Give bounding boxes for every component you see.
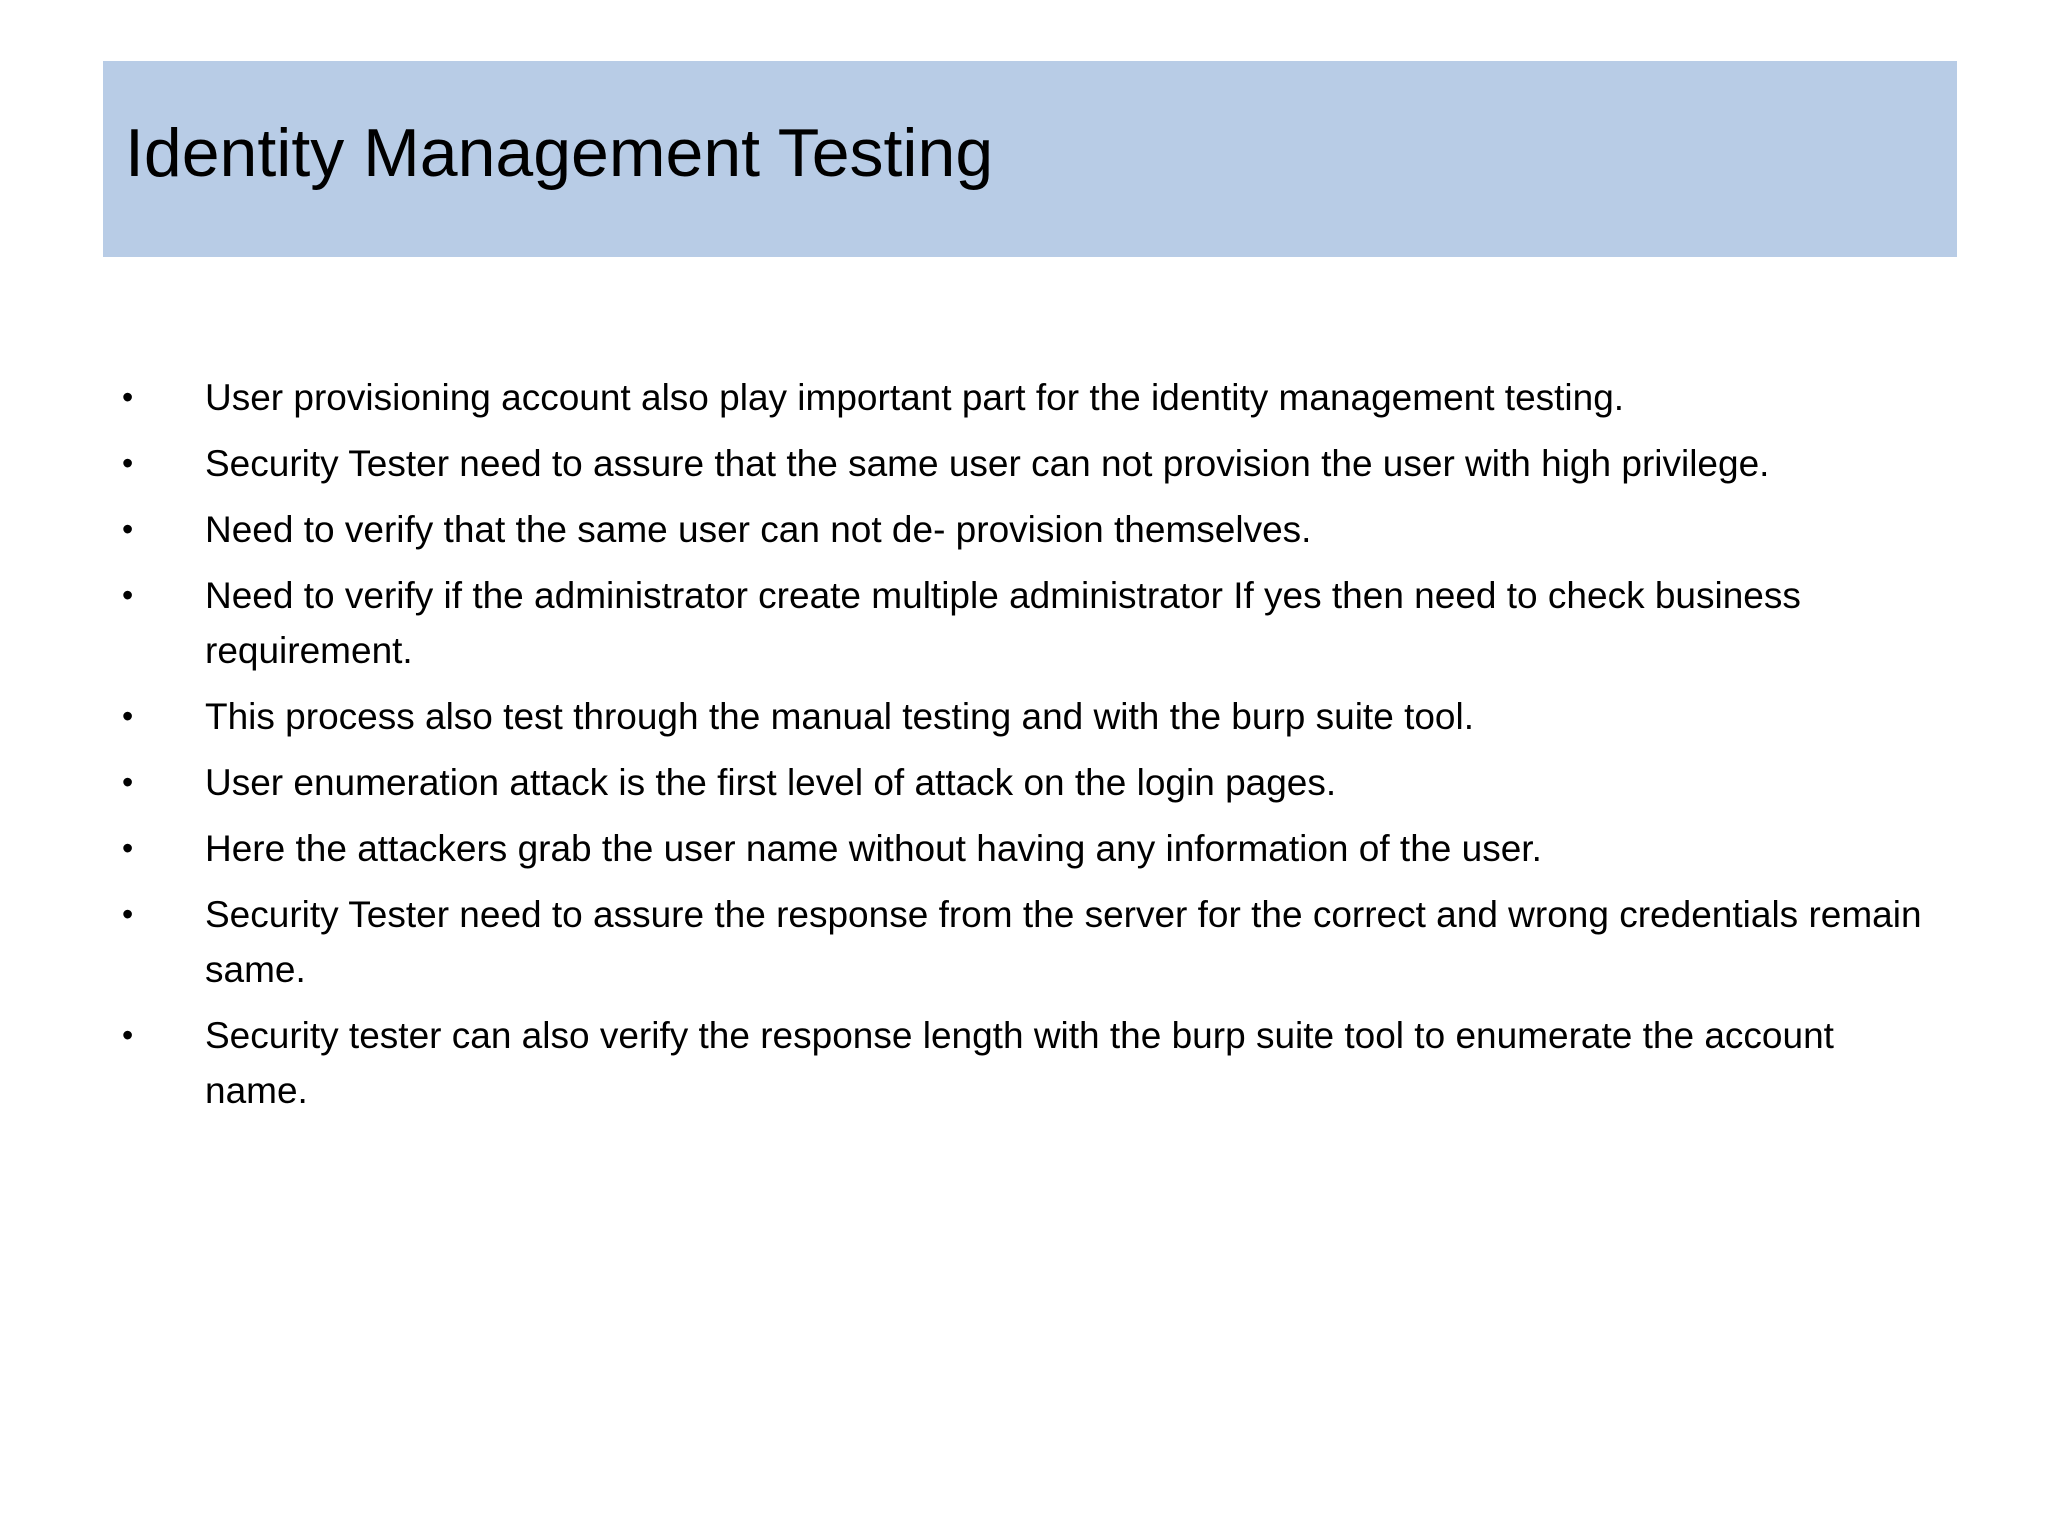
bullet-text: Security Tester need to assure the response from the server for the correct and wrong credentials remain same.: [205, 894, 1922, 990]
bullet-icon: •: [122, 764, 134, 800]
bullet-item: [118, 821, 1938, 876]
bullet-icon: •: [122, 830, 134, 866]
bullet-text: Security tester can also verify the response length with the burp suite tool to enumerate the account name.: [205, 1015, 1834, 1111]
slide-title: Identity Management Testing: [125, 115, 994, 191]
bullet-item: [118, 755, 1938, 810]
bullet-icon: •: [122, 1017, 134, 1053]
bullet-text: This process also test through the manual testing and with the burp suite tool.: [205, 696, 1475, 737]
bullet-icon: •: [122, 445, 134, 481]
bullet-icon: •: [122, 577, 134, 613]
title-band: [103, 61, 1957, 257]
bullet-list: [118, 370, 1938, 1129]
bullet-text: Need to verify if the administrator create multiple administrator If yes then need to check business requirement.: [205, 575, 1801, 671]
bullet-text: Here the attackers grab the user name without having any information of the user.: [205, 828, 1542, 869]
bullet-item: [118, 568, 1938, 678]
bullet-text: User provisioning account also play important part for the identity management testing.: [205, 377, 1625, 418]
bullet-item: [118, 502, 1938, 557]
bullet-icon: •: [122, 698, 134, 734]
bullet-icon: •: [122, 896, 134, 932]
bullet-text: Need to verify that the same user can not de- provision themselves.: [205, 509, 1312, 550]
bullet-item: [118, 887, 1938, 997]
bullet-icon: •: [122, 511, 134, 547]
bullet-item: [118, 370, 1938, 425]
bullet-item: [118, 689, 1938, 744]
bullet-icon: •: [122, 379, 134, 415]
bullet-item: [118, 436, 1938, 491]
bullet-item: [118, 1008, 1938, 1118]
bullet-text: User enumeration attack is the first level of attack on the login pages.: [205, 762, 1337, 803]
bullet-text: Security Tester need to assure that the same user can not provision the user with high privilege.: [205, 443, 1770, 484]
